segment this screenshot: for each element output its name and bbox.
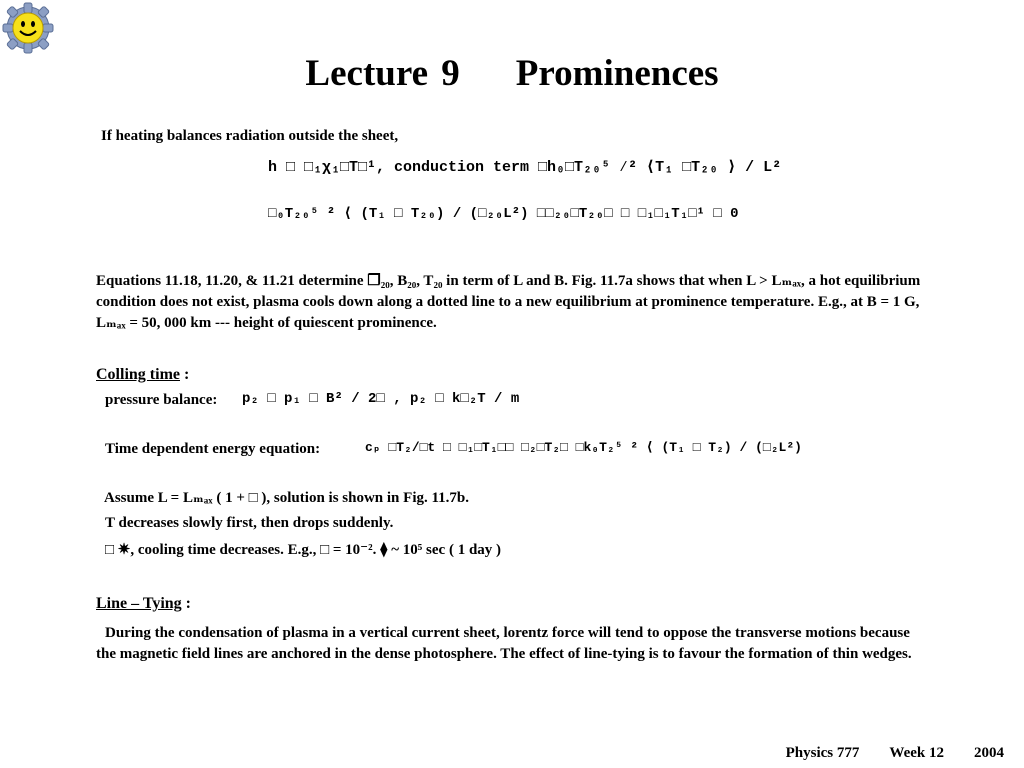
line-tying-heading bbox=[96, 593, 191, 614]
cooling-time-heading bbox=[96, 364, 189, 385]
equation-balance-text: □₀T₂₀⁵ ² ⟨ (T₁ □ T₂₀) / (□₂₀L²) □□₂₀□T₂₀□ □ □₁□₁T₁□¹ □ 0 bbox=[268, 206, 739, 222]
slide-footer bbox=[774, 745, 1004, 762]
equation-heating bbox=[268, 147, 788, 191]
smiley-gear-icon bbox=[2, 2, 54, 54]
energy-label: Time dependent energy equation: bbox=[105, 441, 321, 457]
pressure-equation: p₂ □ p₁ □ B² / 2□ , p₂ □ k□₂T / m bbox=[242, 391, 520, 407]
line-tying-label: Line – Tying bbox=[96, 595, 182, 612]
line-tying-paragraph: During the condensation of plasma in a vertical current sheet, lorentz force will tend to oppose the transverse motions because the magnetic field lines are anchored in the dense photosphere. The effect of line-tying is to favour the formation of thin wedges. bbox=[96, 625, 912, 662]
cooling-example-text: □ ✷, cooling time decreases. E.g., □ = 10⁻². ⧫ ~ 10⁵ sec ( 1 day ) bbox=[105, 542, 502, 558]
cooling-heading-label: Colling time bbox=[96, 366, 180, 383]
line-tying-colon: : bbox=[181, 595, 191, 612]
energy-equation: cₚ □T₂/□t □ □₁□T₁□□ □₂□T₂□ □k₀T₂⁵ ² ⟨ (T₁ □ T₂) / (□₂L²) bbox=[365, 440, 802, 455]
footer-course: Physics 777 bbox=[785, 745, 860, 761]
footer-week: Week 12 bbox=[889, 745, 944, 761]
footer-year: 2004 bbox=[974, 745, 1004, 761]
equation-heating-text: h □ □₁χ₁□T□¹, conduction term □h₀□T₂₀⁵ ⁄² ⟨T₁ □T₂₀ ⟩ / L² bbox=[268, 159, 782, 176]
page-title bbox=[0, 52, 1024, 95]
pressure-label: pressure balance: bbox=[105, 392, 218, 408]
equations-paragraph: Equations 11.18, 11.20, & 11.21 determine ❐₂₀, B₂₀, T₂₀ in term of L and B. Fig. 11.7a shows that when L > Lₘₐₓ, a hot equilibrium condition does not exist, plasma cools down along a dotted line to a new equilibrium at prominence temperature. E.g., at B = 1 G, Lₘₐₓ = 50, 000 km --- height of quiescent prominence. bbox=[96, 273, 921, 331]
title-topic: Prominences bbox=[515, 53, 719, 94]
assume-text: Assume L = Lₘₐₓ ( 1 + □ ), solution is shown in Fig. 11.7b. bbox=[104, 490, 469, 506]
intro-text: If heating balances radiation outside the sheet, bbox=[101, 128, 399, 144]
equation-balance bbox=[268, 195, 739, 239]
cooling-heading-colon: : bbox=[180, 366, 190, 383]
t-decreases-text: T decreases slowly first, then drops suddenly. bbox=[105, 515, 394, 531]
title-lecture: Lecture 9 bbox=[305, 53, 460, 94]
